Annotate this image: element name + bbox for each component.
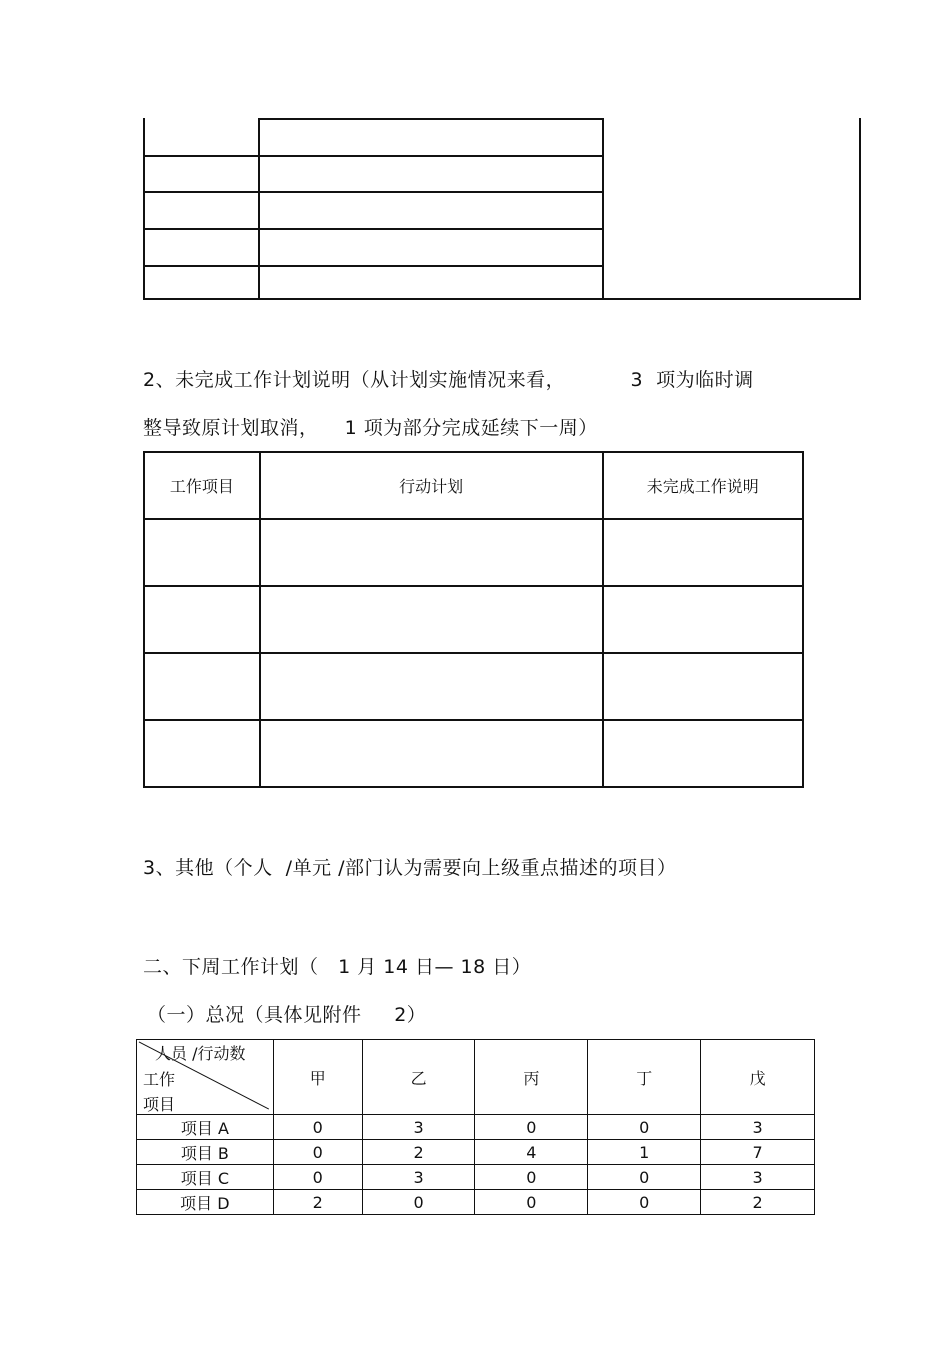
table-cell: 0 [588, 1190, 701, 1215]
table1-row-line [258, 118, 604, 120]
table-cell: 3 [362, 1165, 475, 1190]
table-row [137, 1140, 815, 1165]
table-cell [144, 586, 260, 653]
table-cell [603, 586, 803, 653]
section2-heading-line1: 2、未完成工作计划说明（从计划实施情况来看， 3 项为临时调 [143, 369, 754, 391]
table-cell: 2 [362, 1140, 475, 1165]
table-cell: 0 [475, 1165, 588, 1190]
section2-heading-line2: 整导致原计划取消， 1 项为部分完成延续下一周） [143, 417, 598, 439]
table-cell: 2 [701, 1190, 815, 1215]
table-cell: 0 [362, 1190, 475, 1215]
table-cell: 3 [701, 1115, 815, 1140]
unfinished-work-table [143, 451, 804, 788]
row-label: 项目 B [137, 1140, 274, 1165]
row-label: 项目 A [137, 1115, 274, 1140]
summary-heading: （一）总况（具体见附件 2） [147, 1004, 427, 1026]
table-cell [260, 653, 603, 720]
section3-heading: 3、其他（个人 /单元 /部门认为需要向上级重点描述的项目） [143, 857, 677, 879]
summary-table [136, 1039, 815, 1215]
header-work-item: 工作项目 [144, 452, 260, 519]
next-week-heading: 二、下周工作计划（ 1 月 14 日— 18 日） [143, 956, 532, 978]
table-cell: 2 [273, 1190, 362, 1215]
table1-border-left [143, 118, 145, 300]
table-cell: 4 [475, 1140, 588, 1165]
table1-border-col1 [258, 118, 260, 300]
table-cell [144, 653, 260, 720]
table-cell: 0 [475, 1115, 588, 1140]
table-cell [144, 720, 260, 787]
table-row [137, 1190, 815, 1215]
table1-border-right [859, 118, 861, 300]
column-header-wu: 戊 [701, 1040, 815, 1115]
row-label: 项目 D [137, 1190, 274, 1215]
table1-row-line [143, 228, 604, 230]
table-cell [603, 519, 803, 586]
table-cell: 3 [701, 1165, 815, 1190]
table-cell: 3 [362, 1115, 475, 1140]
header-unfinished-note: 未完成工作说明 [603, 452, 803, 519]
column-header-yi: 乙 [362, 1040, 475, 1115]
corner-label-persons: 人员 /行动数 [155, 1044, 246, 1063]
table-row [137, 1115, 815, 1140]
table1-row-line [143, 265, 604, 267]
table-cell [260, 586, 603, 653]
table-cell: 0 [273, 1140, 362, 1165]
table1-row-line [143, 155, 604, 157]
column-header-ding: 丁 [588, 1040, 701, 1115]
table-cell [144, 519, 260, 586]
table-cell: 0 [588, 1115, 701, 1140]
table-cell [260, 519, 603, 586]
table-cell: 0 [273, 1165, 362, 1190]
table-cell [603, 653, 803, 720]
corner-label-work: 工作 [143, 1070, 176, 1089]
table-cell: 7 [701, 1140, 815, 1165]
corner-header-cell [137, 1040, 274, 1115]
column-header-bing: 丙 [475, 1040, 588, 1115]
table-cell: 0 [588, 1165, 701, 1190]
table1-border-col2 [602, 118, 604, 300]
row-label: 项目 C [137, 1165, 274, 1190]
table-cell: 0 [273, 1115, 362, 1140]
header-action-plan: 行动计划 [260, 452, 603, 519]
table-cell [260, 720, 603, 787]
table1-border-bottom [143, 298, 861, 300]
table-row [137, 1165, 815, 1190]
corner-label-item: 项目 [143, 1095, 176, 1114]
table-cell: 1 [588, 1140, 701, 1165]
table-cell [603, 720, 803, 787]
column-header-jia: 甲 [273, 1040, 362, 1115]
table-cell: 0 [475, 1190, 588, 1215]
table1-row-line [143, 191, 604, 193]
